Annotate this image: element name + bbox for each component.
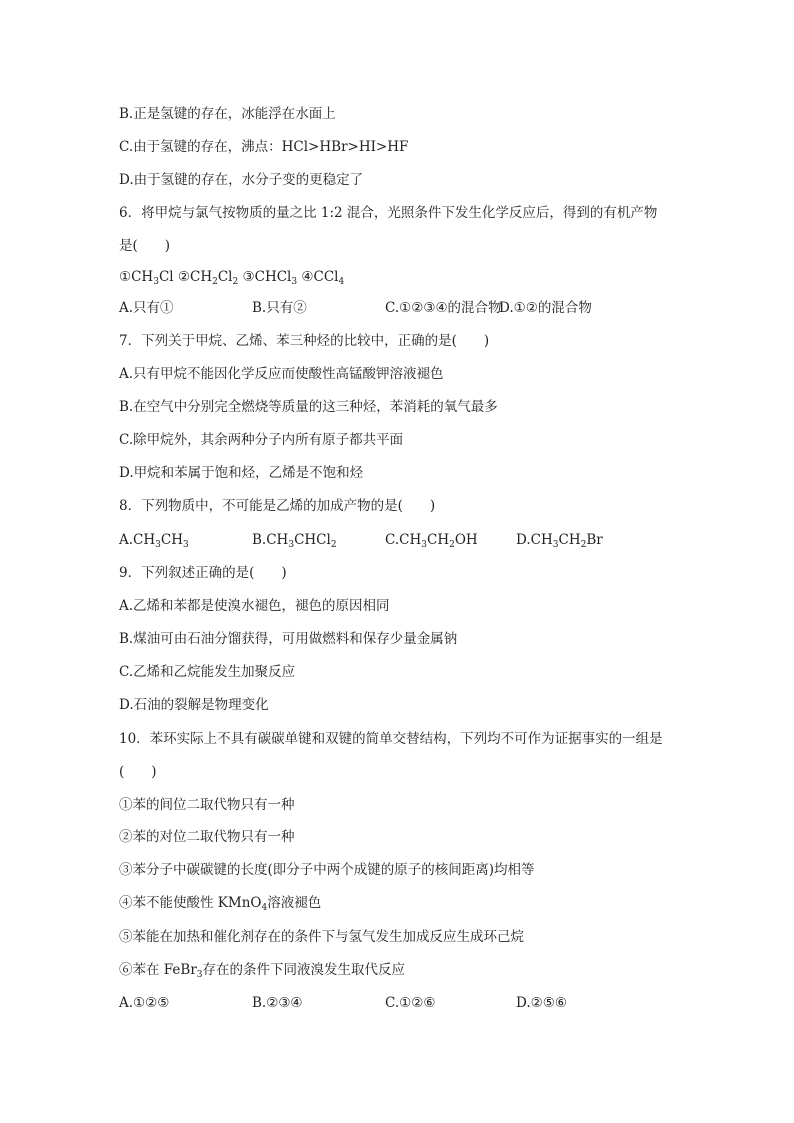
q9-option-b: B.煤油可由石油分馏获得，可用做燃料和保存少量金属钠 [119, 631, 458, 647]
q7-option-a: A.只有甲烷不能因化学反应而使酸性高锰酸钾溶液褪色 [119, 366, 444, 382]
q8-options [119, 531, 679, 639]
q10-stem-line2: ( ) [119, 764, 157, 780]
q7-option-d: D.甲烷和苯属于饱和烃，乙烯是不饱和烃 [119, 465, 364, 481]
q10-statement-6: ⑥苯在 FeBr$_3$存在的条件下同液溴发生取代反应 [119, 962, 406, 980]
q10-statement-1: ①苯的间位二取代物只有一种 [119, 797, 295, 813]
q6-options [119, 299, 679, 407]
q9-stem: 9．下列叙述正确的是( ) [119, 565, 287, 581]
q8-option-b: $B.CH_3CHCl_2$ [252, 532, 337, 550]
q6-stem-line2: 是( ) [119, 238, 171, 254]
q5-option-d: D.由于氢键的存在，水分子变的更稳定了 [119, 172, 364, 188]
q10-options [119, 994, 679, 1102]
q9-option-c: C.乙烯和乙烷能发生加聚反应 [119, 664, 296, 680]
q10-option-a: A.①②⑤ [119, 995, 170, 1011]
q7-option-c: C.除甲烷外，其余两种分子内所有原子都共平面 [119, 432, 404, 448]
q10-statement-4: ④苯不能使酸性 KMnO$_4$溶液褪色 [119, 895, 322, 913]
q6-option-c: C.①②③④的混合物 [385, 300, 502, 316]
q8-option-a: $A.CH_3CH_3$ [119, 532, 189, 550]
q7-option-b: B.在空气中分别完全燃烧等质量的这三种烃，苯消耗的氧气最多 [119, 399, 498, 415]
q6-option-d: D.①②的混合物 [499, 300, 592, 316]
q10-statement-5: ⑤苯能在加热和催化剂存在的条件下与氢气发生加成反应生成环己烷 [119, 929, 524, 945]
q8-option-d: $D.CH_3CH_2Br$ [516, 532, 603, 550]
q5-option-c: C.由于氢键的存在，沸点：HCl>HBr>HI>HF [119, 139, 409, 155]
q10-statement-2: ②苯的对位二取代物只有一种 [119, 829, 295, 845]
q9-option-d: D.石油的裂解是物理变化 [119, 697, 269, 713]
q10-option-b: B.②③④ [252, 995, 303, 1011]
q5-option-b: B.正是氢键的存在，冰能浮在水面上 [119, 106, 336, 122]
q10-stem-line1: 10．苯环实际上不具有碳碳单键和双键的简单交替结构，下列均不可作为证据事实的一组是 [119, 731, 663, 747]
q7-stem: 7．下列关于甲烷、乙烯、苯三种烃的比较中，正确的是( ) [119, 333, 490, 349]
q8-option-c: $C.CH_3CH_2OH$ [385, 532, 478, 550]
q6-option-b: B.只有② [252, 300, 307, 316]
q9-option-a: A.乙烯和苯都是使溴水褪色，褪色的原因相同 [119, 598, 390, 614]
q10-option-d: D.②⑤⑥ [516, 995, 567, 1011]
q10-statement-3: ③苯分子中碳碳键的长度(即分子中两个成键的原子的核间距离)均相等 [119, 862, 535, 878]
q6-stem-line1: 6．将甲烷与氯气按物质的量之比 1:2 混合，光照条件下发生化学反应后，得到的有机产物 [119, 205, 658, 221]
q8-stem: 8．下列物质中，不可能是乙烯的加成产物的是( ) [119, 498, 436, 514]
q6-option-a: A.只有① [119, 300, 174, 316]
q6-products: $①CH_3Cl$ $②CH_2Cl_2$ ③CHCl$_3$ ④CCl$_4$ [119, 269, 345, 287]
q10-option-c: C.①②⑥ [385, 995, 436, 1011]
